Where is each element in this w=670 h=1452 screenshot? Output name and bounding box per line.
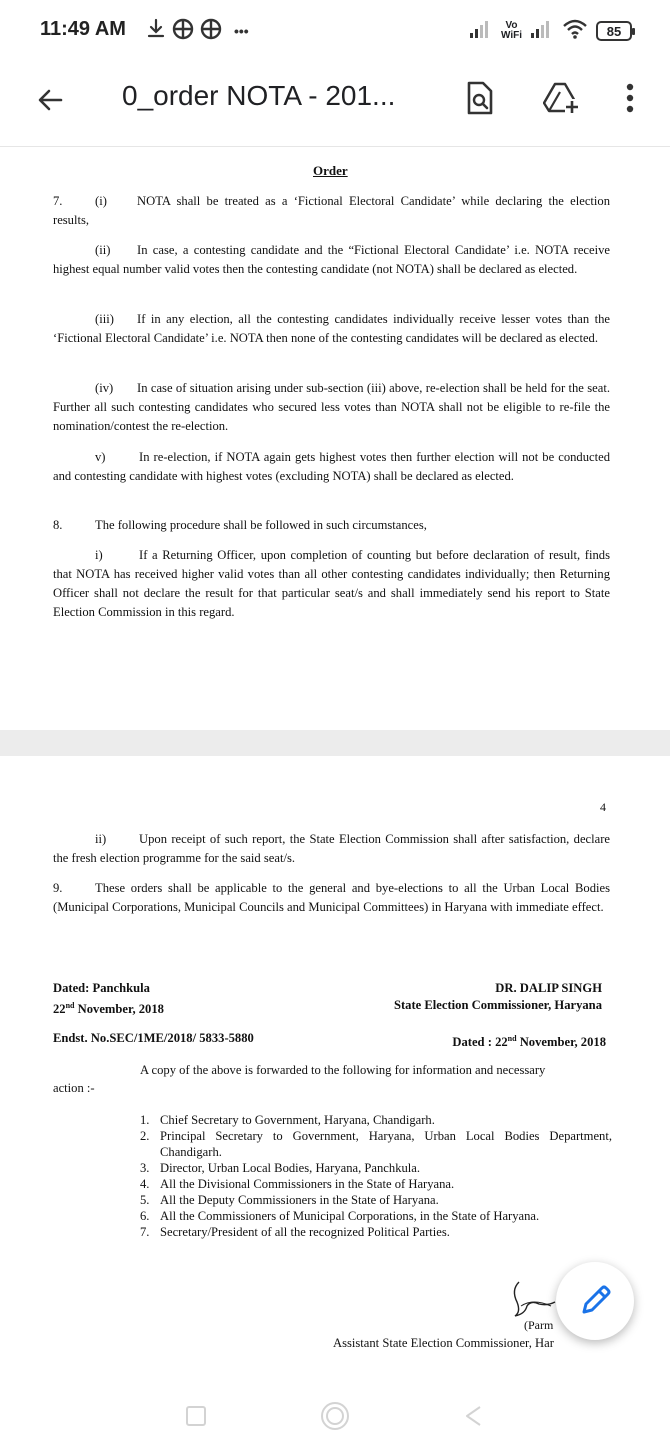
home-button[interactable] <box>317 1398 353 1434</box>
clause-8: 8. The following procedure shall be followed in such circumstances, <box>53 518 427 532</box>
assistant-commissioner-title: Assistant State Election Commissioner, Har <box>333 1336 554 1350</box>
status-time: 11:49 AM <box>40 18 126 40</box>
document-page-1 <box>0 146 670 730</box>
system-nav-bar <box>0 1380 670 1452</box>
back-arrow-icon <box>35 85 65 115</box>
document-page-2 <box>0 756 670 1452</box>
home-circle-icon <box>319 1400 351 1432</box>
list-item: 3. Director, Urban Local Bodies, Haryana, Panchkula. <box>140 1161 421 1175</box>
list-item: 2. Principal Secretary to Government, Haryana, Urban Local Bodies Department, Chandigarh. <box>140 1129 612 1159</box>
back-button[interactable] <box>28 78 72 122</box>
list-item: 4. All the Divisional Commissioners in the State of Haryana. <box>140 1177 455 1191</box>
list-item: 5. All the Deputy Commissioners in the State of Haryana. <box>140 1193 439 1207</box>
clause-7-iv: (iv) In case of situation arising under sub-section (iii) above, re-election shall be held for the seat. Further all such contesting candidates who secured less votes than NOTA shall not be eligible to re-file the nomination/contest the re-election. <box>53 381 610 433</box>
grid-icon <box>200 18 222 45</box>
clause-7-iii: (iii) If in any election, all the contesting candidates individually receive lesser votes than the ‘Fictional Electoral Candidate’ i.e. NOTA then none of the contesting candidates will be declared as elected. <box>53 312 610 345</box>
clause-7-i: 7. (i) NOTA shall be treated as a ‘Fictional Electoral Candidate’ while declaring the election results, <box>53 194 610 227</box>
find-in-page-icon <box>465 81 495 115</box>
signatory-name-partial: (Parm <box>524 1318 554 1332</box>
edit-fab[interactable] <box>556 1262 634 1340</box>
dated-block: Dated: Panchkula 22nd November, 2018 <box>53 981 164 1017</box>
status-bar <box>0 0 670 60</box>
signatory-block: DR. DALIP SINGH State Election Commissioner, Haryana <box>393 981 602 1012</box>
order-heading: Order <box>313 163 348 178</box>
page-separator <box>0 730 670 756</box>
clause-8-ii: ii) Upon receipt of such report, the State Election Commission shall after satisfaction, declare the fresh election programme for the said seat/s. <box>53 832 610 865</box>
more-options-button[interactable] <box>608 76 652 120</box>
status-system-icons <box>469 16 632 46</box>
download-icon <box>146 18 166 45</box>
clause-7-ii: (ii) In case, a contesting candidate and the “Fictional Electoral Candidate’ i.e. NOTA receive highest equal number valid votes then the contesting candidate (not NOTA) shall be declared as elected. <box>53 243 610 276</box>
status-notification-icons <box>146 18 249 44</box>
app-bar <box>0 60 670 144</box>
grid-icon <box>172 18 194 45</box>
recents-square-icon <box>184 1404 208 1428</box>
wifi-icon <box>562 18 588 45</box>
distribution-list <box>140 1112 612 1240</box>
vowifi-icon: Vo WiFi <box>500 20 522 41</box>
list-item: 1. Chief Secretary to Government, Haryana, Chandigarh. <box>140 1113 435 1127</box>
copy-forward-line: A copy of the above is forwarded to the following for information and necessary <box>140 1063 546 1077</box>
nav-back-button[interactable] <box>456 1398 492 1434</box>
edit-pencil-icon <box>578 1284 612 1318</box>
copy-forward-action: action :- <box>53 1081 95 1095</box>
find-in-page-button[interactable] <box>458 76 502 120</box>
document-title: 0_order NOTA - 201... <box>122 80 396 111</box>
recents-button[interactable] <box>178 1398 214 1434</box>
battery-indicator: 85 <box>596 21 632 41</box>
add-to-drive-icon <box>543 81 581 115</box>
back-triangle-icon <box>462 1404 486 1428</box>
list-item: 6. All the Commissioners of Municipal Corporations, in the State of Haryana. <box>140 1209 540 1223</box>
add-to-drive-button[interactable] <box>540 76 584 120</box>
endorsement-number: Endst. No.SEC/1ME/2018/ 5833-5880 <box>53 1031 254 1045</box>
more-vert-icon <box>625 82 635 114</box>
page-number: 4 <box>600 800 606 814</box>
signal-icon <box>469 19 493 44</box>
endorsement-date: Dated : 22nd November, 2018 <box>452 1034 606 1050</box>
more-notifications-icon: ••• <box>234 23 249 39</box>
signal-icon <box>530 19 554 44</box>
list-item: 7. Secretary/President of all the recognized Political Parties. <box>140 1225 450 1239</box>
clause-7-v: v) In re-election, if NOTA again gets highest votes then further election will not be conducted and contesting candidate with highest votes (excluding NOTA) shall be declared as elected. <box>53 450 610 483</box>
clause-8-i: i) If a Returning Officer, upon completion of counting but before declaration of result, finds that NOTA has received higher valid votes than all other contesting candidates individually; then Returning Officer shall not declare the result for that particular seat/s and shall immediately send his report to State Election Commission in this regard. <box>53 548 610 619</box>
clause-9: 9. These orders shall be applicable to the general and bye-elections to all the Urban Local Bodies (Municipal Corporations, Municipal Councils and Municipal Committees) in Haryana with immediate effect. <box>53 881 610 914</box>
